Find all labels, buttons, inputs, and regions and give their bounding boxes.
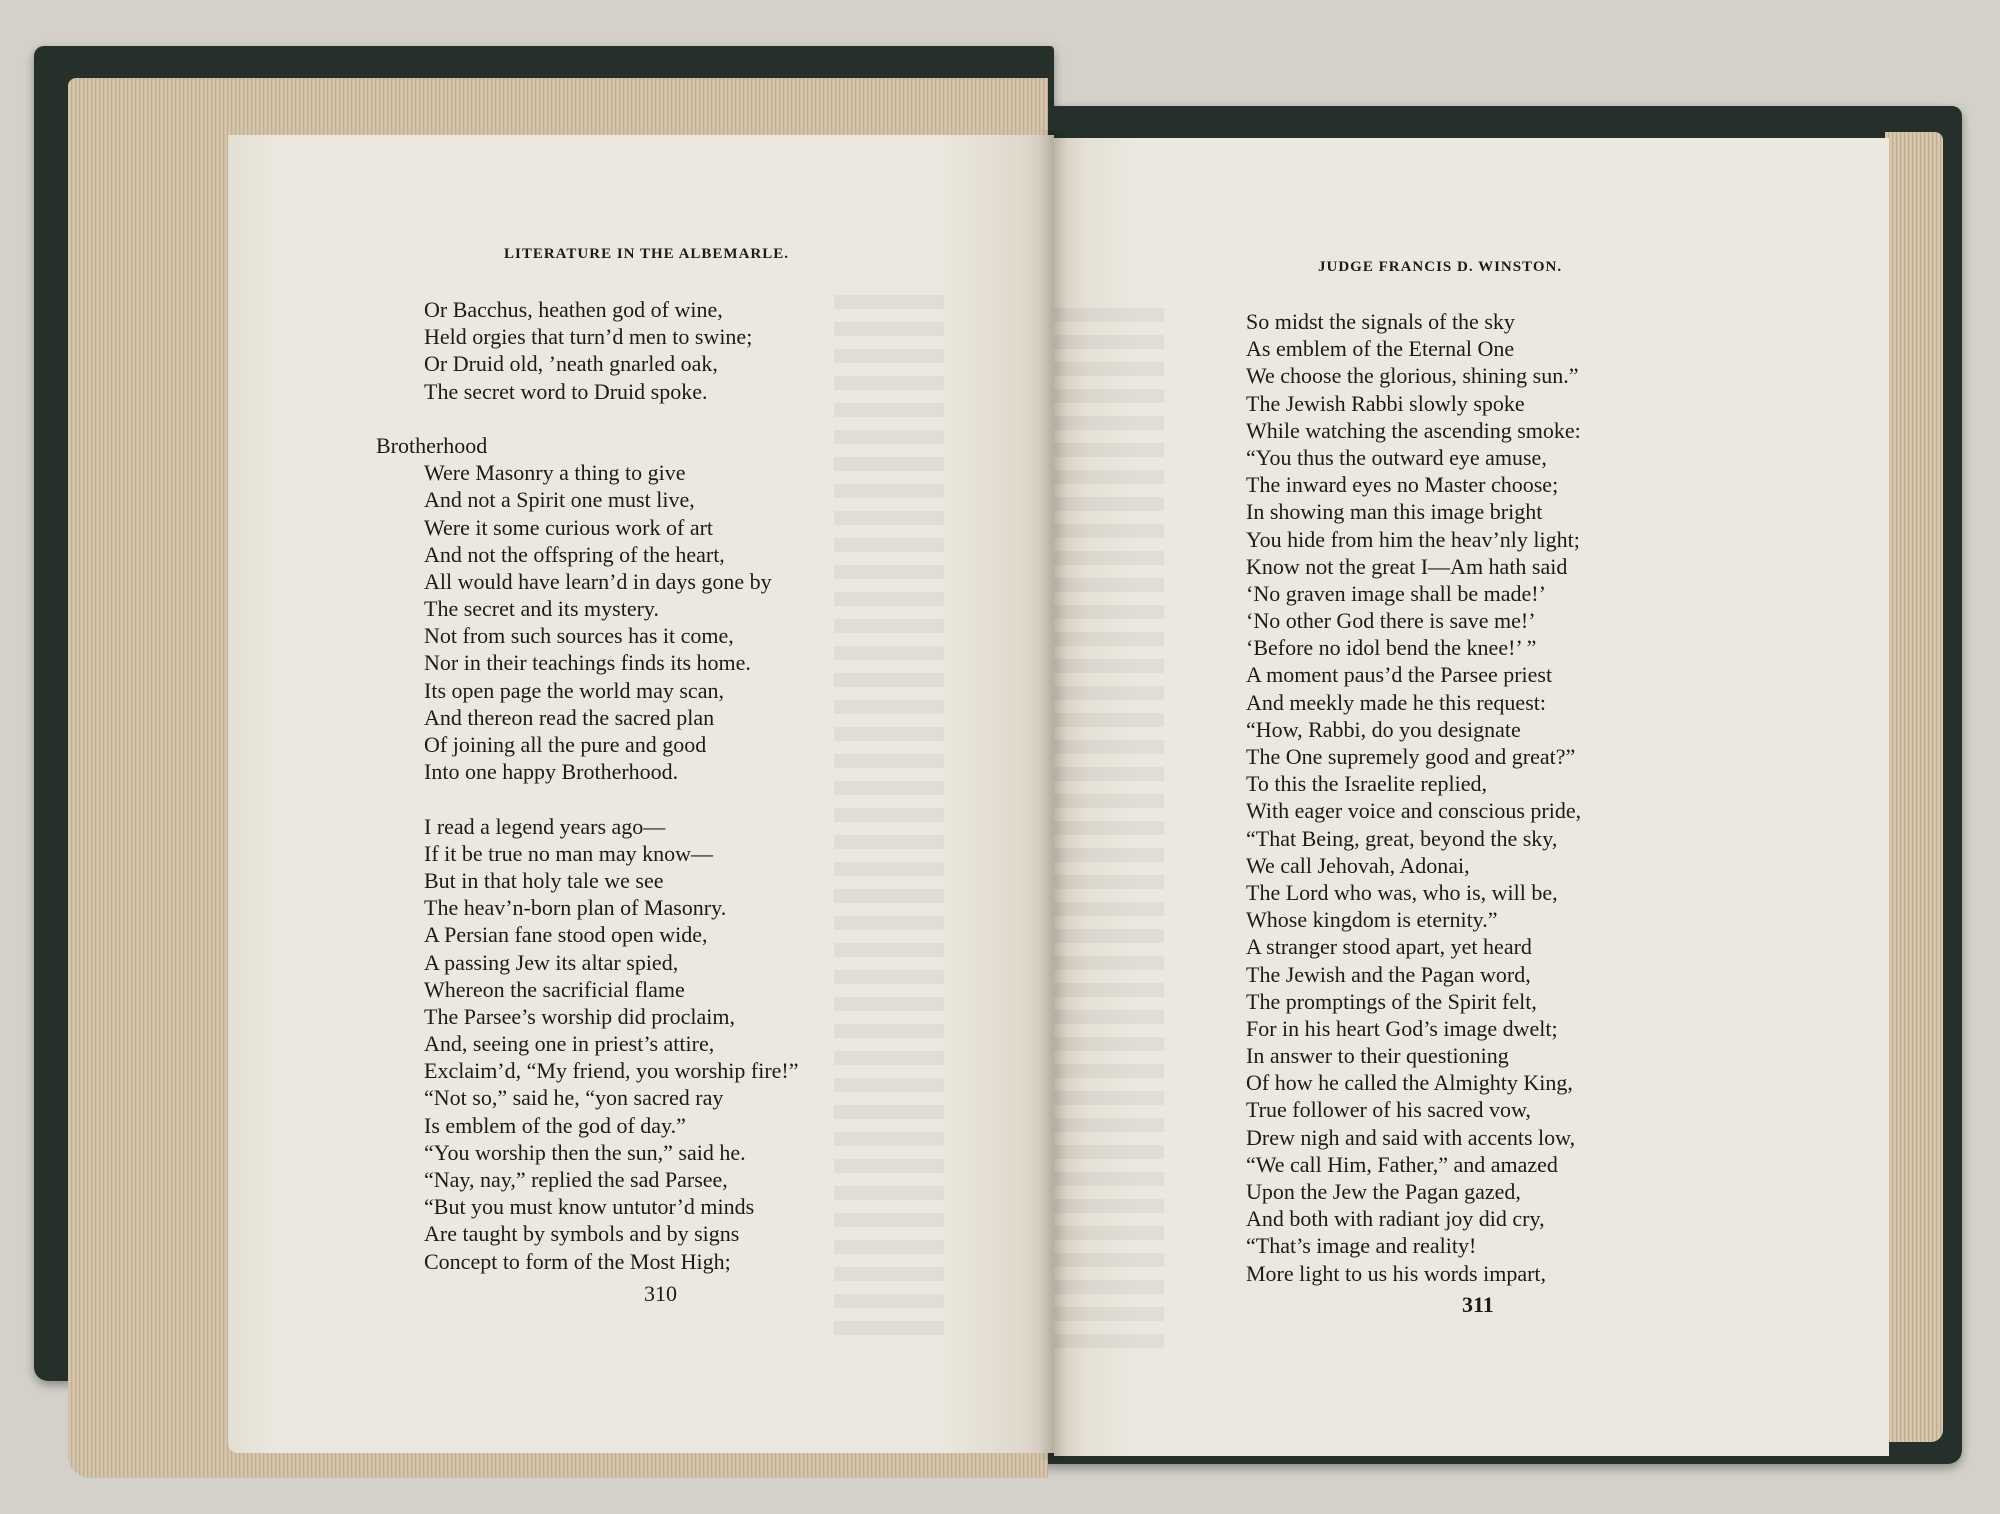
poem-line: Whereon the sacrificial flame xyxy=(424,976,685,1002)
stanza-break xyxy=(424,785,799,812)
poem-line: ‘No other God there is save me!’ xyxy=(1246,608,1536,634)
poem-line: “You thus the outward eye amuse, xyxy=(1246,444,1547,470)
poem-line: ‘Before no idol bend the knee!’ ” xyxy=(1246,635,1537,661)
poem-line: In answer to their questioning xyxy=(1246,1043,1509,1069)
poem-line: And meekly made he this request: xyxy=(1246,689,1546,715)
poem-line: Nor in their teachings finds its home. xyxy=(424,650,751,676)
poem-line: Or Druid old, ’neath gnarled oak, xyxy=(424,351,718,377)
poem-line: Its open page the world may scan, xyxy=(424,677,724,703)
poem-line: The secret and its mystery. xyxy=(424,596,659,622)
poem-line: A Persian fane stood open wide, xyxy=(424,922,708,948)
poem-line: The Lord who was, who is, will be, xyxy=(1246,879,1558,905)
poem-line: Not from such sources has it come, xyxy=(424,623,734,649)
poem-line: Of how he called the Almighty King, xyxy=(1246,1070,1573,1096)
poem-lines-right xyxy=(1246,308,1581,1287)
running-head-right: JUDGE FRANCIS D. WINSTON. xyxy=(1318,259,1563,275)
poem-line: As emblem of the Eternal One xyxy=(1246,336,1515,362)
poem-line: All would have learn’d in days gone by xyxy=(424,568,772,594)
poem-line: True follower of his sacred vow, xyxy=(1246,1097,1531,1123)
poem-line: You hide from him the heav’nly light; xyxy=(1246,526,1580,552)
poem-line: While watching the ascending smoke: xyxy=(1246,417,1581,443)
poem-line: Concept to form of the Most High; xyxy=(424,1248,731,1274)
poem-lines-left xyxy=(376,296,799,1275)
poem-line: And both with radiant joy did cry, xyxy=(1246,1206,1545,1232)
poem-line: In showing man this image bright xyxy=(1246,499,1543,525)
poem-line: “But you must know untutor’d minds xyxy=(424,1194,755,1220)
poem-line: But in that holy tale we see xyxy=(424,867,664,893)
poem-line: A passing Jew its altar spied, xyxy=(424,949,679,975)
poem-line: With eager voice and conscious pride, xyxy=(1246,798,1582,824)
page-edges-right xyxy=(1885,132,1943,1442)
poem-line: The inward eyes no Master choose; xyxy=(1246,472,1559,498)
poem-line: We call Jehovah, Adonai, xyxy=(1246,852,1470,878)
left-page xyxy=(228,135,1054,1453)
poem-line: Drew nigh and said with accents low, xyxy=(1246,1124,1576,1150)
running-head-left: LITERATURE IN THE ALBEMARLE. xyxy=(504,246,790,262)
poem-line: Were Masonry a thing to give xyxy=(424,460,686,486)
poem-line: And not a Spirit one must live, xyxy=(424,487,695,513)
poem-line: The One supremely good and great?” xyxy=(1246,744,1576,769)
poem-line: If it be true no man may know— xyxy=(424,840,713,866)
poem-line: For in his heart God’s image dwelt; xyxy=(1246,1015,1558,1041)
poem-line: Or Bacchus, heathen god of wine, xyxy=(424,297,723,322)
poem-line: The Jewish Rabbi slowly spoke xyxy=(1246,390,1525,416)
poem-line: To this the Israelite replied, xyxy=(1246,771,1487,797)
show-through-text xyxy=(834,295,944,1345)
poem-line: So midst the signals of the sky xyxy=(1246,309,1515,334)
poem-line: More light to us his words impart, xyxy=(1246,1260,1547,1286)
poem-line: Were it some curious work of art xyxy=(424,514,714,540)
poem-line: “That Being, great, beyond the sky, xyxy=(1246,825,1558,851)
poem-line: Know not the great I—Am hath said xyxy=(1246,553,1568,579)
poem-line: A stranger stood apart, yet heard xyxy=(1246,934,1532,960)
poem-line: We choose the glorious, shining sun.” xyxy=(1246,363,1579,389)
book-gutter xyxy=(1038,130,1068,1460)
right-page xyxy=(1054,138,1889,1456)
show-through-text xyxy=(1054,308,1164,1358)
poem-line: Of joining all the pure and good xyxy=(424,732,707,757)
poem-line: “Nay, nay,” replied the sad Parsee, xyxy=(424,1167,728,1192)
poem-line: The Jewish and the Pagan word, xyxy=(1246,961,1531,987)
poem-line: Held orgies that turn’d men to swine; xyxy=(424,324,753,350)
poem-line: The Parsee’s worship did proclaim, xyxy=(424,1003,735,1029)
poem-line: “How, Rabbi, do you designate xyxy=(1246,716,1521,742)
poem-line: Are taught by symbols and by signs xyxy=(424,1221,740,1247)
poem-line: ‘No graven image shall be made!’ xyxy=(1246,580,1546,606)
poem-line: And not the offspring of the heart, xyxy=(424,541,725,567)
poem-line: And, seeing one in priest’s attire, xyxy=(424,1031,715,1057)
poem-line: Into one happy Brotherhood. xyxy=(424,759,679,785)
poem-line: The promptings of the Spirit felt, xyxy=(1246,988,1537,1014)
page-number-left: 310 xyxy=(644,1281,677,1306)
poem-line: Upon the Jew the Pagan gazed, xyxy=(1246,1179,1521,1204)
page-number-right: 311 xyxy=(1462,1292,1494,1317)
poem-line: Is emblem of the god of day.” xyxy=(424,1112,686,1138)
poem-line: Exclaim’d, “My friend, you worship fire!” xyxy=(424,1058,799,1084)
poem-line: The heav’n-born plan of Masonry. xyxy=(424,895,727,921)
poem-line: “You worship then the sun,” said he. xyxy=(424,1139,746,1165)
poem-line: “We call Him, Father,” and amazed xyxy=(1246,1151,1558,1177)
poem-line: A moment paus’d the Parsee priest xyxy=(1246,662,1553,688)
poem-line: The secret word to Druid spoke. xyxy=(424,378,708,404)
poem-line: Whose kingdom is eternity.” xyxy=(1246,907,1498,933)
section-heading: Brotherhood xyxy=(376,432,488,458)
poem-line: “That’s image and reality! xyxy=(1246,1233,1477,1259)
poem-line: “Not so,” said he, “yon sacred ray xyxy=(424,1085,724,1111)
poem-line: I read a legend years ago— xyxy=(424,813,666,839)
stanza-break xyxy=(424,405,799,432)
poem-line: And thereon read the sacred plan xyxy=(424,704,715,730)
